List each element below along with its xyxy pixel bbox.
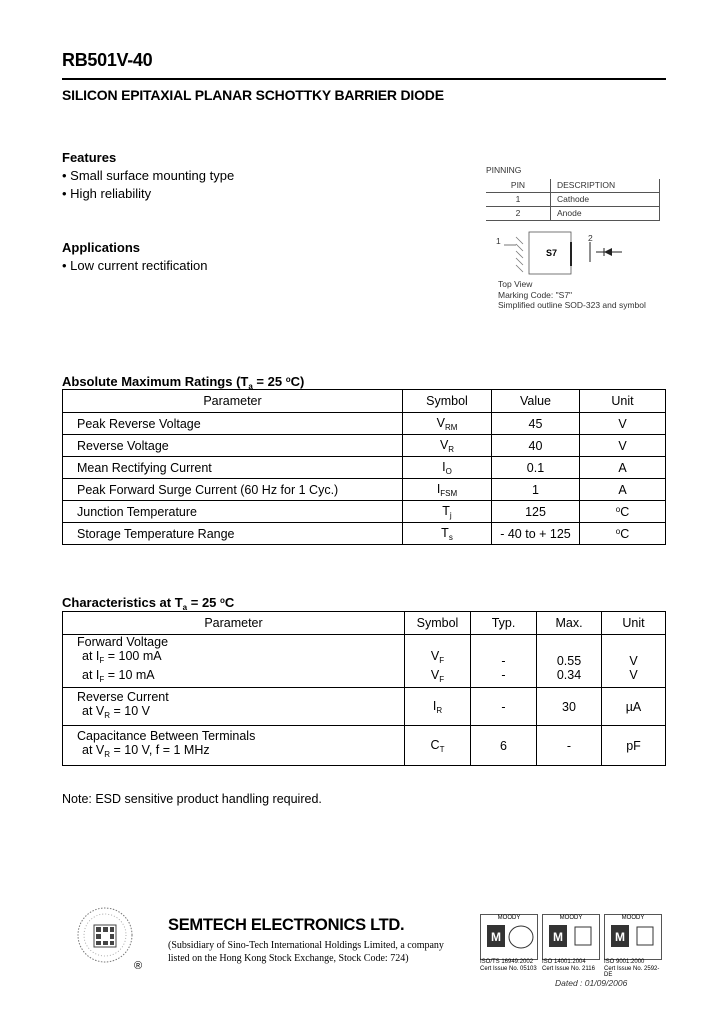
characteristics-table — [62, 611, 666, 766]
table-row: Junction Temperature $T_j$ 125 $^o$C — [63, 501, 666, 523]
document-subtitle: SILICON EPITAXIAL PLANAR SCHOTTKY BARRIER DIODE — [62, 87, 444, 103]
pinning-heading: PINNING — [486, 165, 522, 175]
pin-number: 2 — [486, 206, 551, 220]
cert-badge-ts16949: MOODY M — [480, 914, 538, 960]
pin1-label: 1 — [496, 236, 501, 246]
table-row: Peak Reverse Voltage $V_{RM}$ 45 V — [63, 413, 666, 435]
table-row: Storage Temperature Range $T_s$ - 40 to + 125 $^o$C — [63, 523, 666, 545]
pin-description: Anode — [551, 206, 660, 220]
cert-number: Cert Issue No. 2592-DE — [604, 965, 660, 978]
feature-item: • Small surface mounting type — [62, 168, 235, 183]
package-caption: Top View Marking Code: "S7" Simplified outline SOD-323 and symbol — [498, 279, 646, 310]
table-row: Peak Forward Surge Current (60 Hz for 1 Cyc.) $I_{FSM}$ 1 A — [63, 479, 666, 501]
svg-text:M: M — [491, 930, 501, 944]
application-item: • Low current rectification — [62, 258, 208, 273]
header-unit: Unit — [580, 390, 666, 413]
certification-badges — [480, 914, 666, 978]
applications-heading: Applications — [62, 240, 141, 255]
cert-number: Cert Issue No. 05103 — [480, 965, 537, 972]
description-header: DESCRIPTION — [551, 179, 660, 192]
pin-description: Cathode — [551, 192, 660, 206]
semtech-logo-icon — [76, 905, 134, 967]
pin-number: 1 — [486, 192, 551, 206]
marking-code: S7 — [546, 248, 558, 258]
table-row: Reverse Voltage $V_R$ 40 V — [63, 435, 666, 457]
pin2-label: 2 — [588, 233, 593, 243]
header-value: Value — [492, 390, 580, 413]
features-heading: Features — [62, 150, 117, 165]
cert-badge-iso14001: MOODY M — [542, 914, 600, 960]
title-rule — [62, 78, 666, 80]
cert-label: ISO 9001:2000 — [604, 959, 645, 965]
abs-max-heading: Absolute Maximum Ratings ($T_a = 25$ $^o$C) — [62, 374, 305, 391]
table-row: Mean Rectifying Current $I_O$ 0.1 A — [63, 457, 666, 479]
cert-label: ISO/TS 16949:2002 — [480, 959, 534, 965]
characteristics-heading: Characteristics at $T_a = 25$ $^o$C — [62, 595, 235, 612]
cert-badge-iso9001: MOODY M — [604, 914, 662, 960]
abs-max-table — [62, 389, 666, 545]
svg-text:M: M — [553, 930, 563, 944]
pinning-table — [486, 179, 660, 221]
moody-cert-icon — [605, 922, 661, 956]
table-row: Capacitance Between Terminals at $V_R = 10$ V, f = 1 MHz $C_T$ 6 - pF — [63, 726, 666, 766]
cert-label: ISO 14001:2004 — [542, 959, 586, 965]
sod323-outline-icon — [496, 228, 636, 278]
package-outline-drawing — [496, 228, 636, 278]
table-row: Forward Voltage at $I_F = 100$ mA at $I_F = 10$ mA $V_F$ $V_F$ - - 0.55 0.34 V V — [63, 635, 666, 688]
cert-number: Cert Issue No. 2116 — [542, 965, 595, 972]
feature-item: • High reliability — [62, 186, 152, 201]
header-symbol: Symbol — [403, 390, 492, 413]
header-parameter: Parameter — [63, 612, 405, 635]
header-max: Max. — [537, 612, 602, 635]
moody-cert-icon — [543, 922, 599, 956]
table-row: Reverse Current at $V_R = 10$ V $I_R$ - 30 µA — [63, 688, 666, 726]
svg-text:M: M — [615, 930, 625, 944]
registered-mark: ® — [134, 960, 143, 972]
dated-text: Dated : 01/09/2006 — [555, 978, 628, 988]
header-parameter: Parameter — [63, 390, 403, 413]
document-title: RB501V-40 — [62, 50, 153, 70]
header-symbol: Symbol — [405, 612, 471, 635]
header-unit: Unit — [602, 612, 666, 635]
company-name: SEMTECH ELECTRONICS LTD. — [168, 916, 405, 934]
header-typ: Typ. — [471, 612, 537, 635]
note-text: Note: ESD sensitive product handling required. — [62, 792, 322, 806]
pin-header: PIN — [510, 180, 526, 191]
moody-cert-icon — [481, 922, 537, 956]
company-subsidiary-note: (Subsidiary of Sino-Tech International Holdings Limited, a company listed on the Hong Kong Stock Exchange, Stock Code: 724) — [168, 940, 444, 964]
